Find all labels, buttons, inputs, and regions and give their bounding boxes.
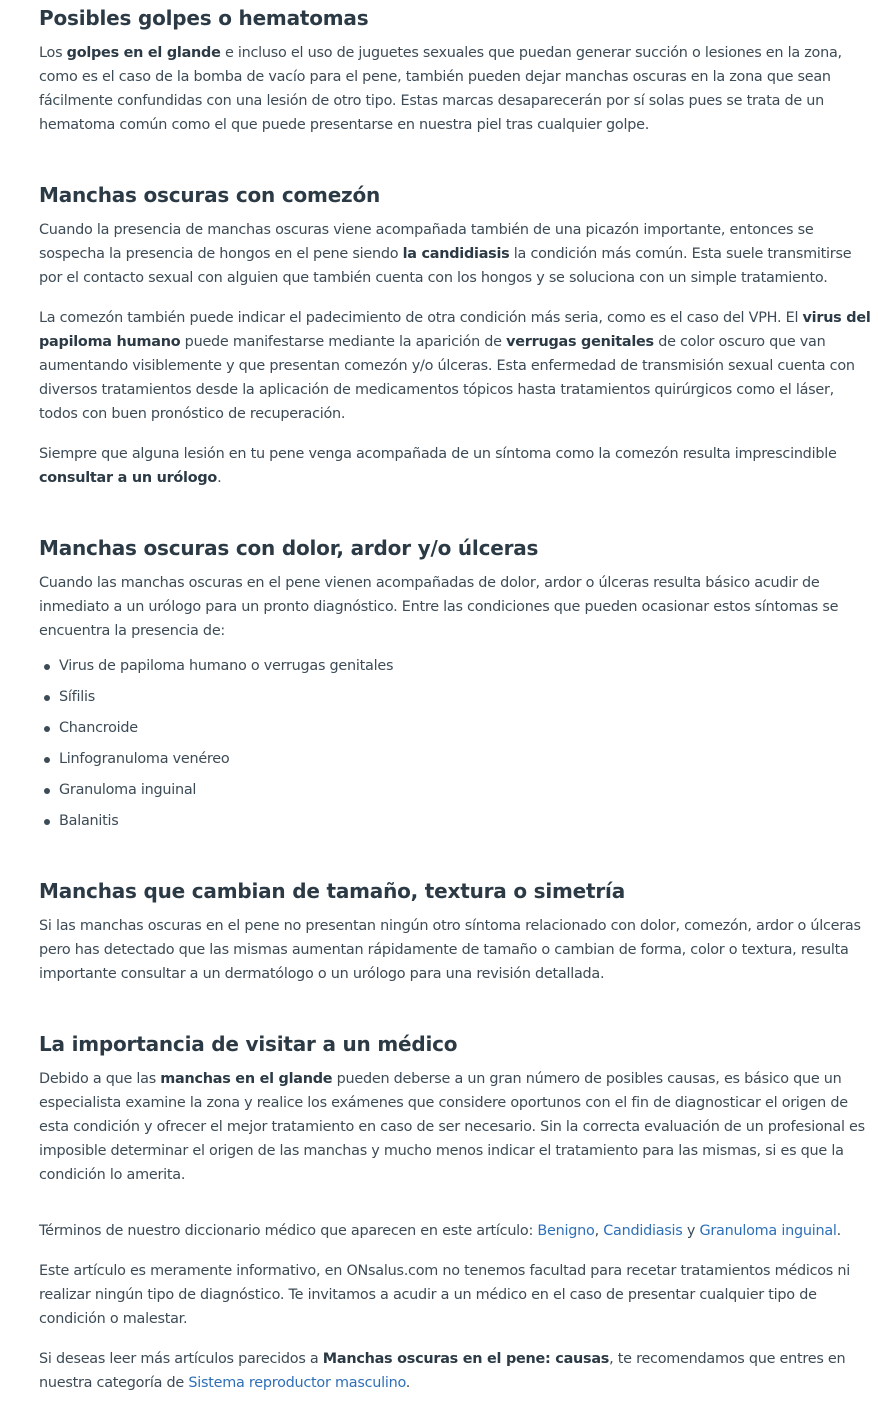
paragraph-comezon-1: Cuando la presencia de manchas oscuras viene acompañada también de una picazón importante, entonces se sospecha la presencia de hongos en el pene siendo la candidiasis la condición más común. Esta suele transmitirse por el contacto sexual con alguien que también cuenta con los hongos y se soluciona con un simple tratamiento. xyxy=(39,222,852,286)
paragraph-dolor: Cuando las manchas oscuras en el pene vienen acompañadas de dolor, ardor o úlceras resulta básico acudir de inmediato a un urólogo para un pronto diagnóstico. Entre las condiciones que pueden ocasionar estos síntomas se encuentra la presencia de: xyxy=(39,575,839,639)
section-title-comezon: Manchas oscuras con comezón xyxy=(39,183,381,207)
paragraph-cambian: Si las manchas oscuras en el pene no presentan ningún otro síntoma relacionado con dolor, comezón, ardor o úlceras pero has detectado que las mismas aumentan rápidamente de tamaño o cambian de forma, color o textura, resulta importante consultar a un dermatólogo o un urólogo para una revisión detallada. xyxy=(39,918,861,982)
category-link-sistema-reproductor[interactable]: Sistema reproductor masculino xyxy=(188,1375,406,1391)
bold-text: manchas en el glande xyxy=(160,1071,333,1087)
bold-text: la candidiasis xyxy=(402,246,510,262)
section-title-cambian: Manchas que cambian de tamaño, textura o simetría xyxy=(39,879,626,903)
term-link-benigno[interactable]: Benigno xyxy=(537,1223,595,1239)
list-item: Virus de papiloma humano o verrugas genitales xyxy=(39,651,874,682)
paragraph-comezon-3: Siempre que alguna lesión en tu pene venga acompañada de un síntoma como la comezón resulta imprescindible consultar a un urólogo. xyxy=(39,446,837,486)
conditions-list xyxy=(39,651,874,837)
term-link-candidiasis[interactable]: Candidiasis xyxy=(603,1223,683,1239)
article-body xyxy=(0,5,878,1395)
bold-text: consultar a un urólogo xyxy=(39,470,218,486)
section-title-medico: La importancia de visitar a un médico xyxy=(39,1032,458,1056)
disclaimer: Este artículo es meramente informativo, en ONsalus.com no tenemos facultad para recetar tratamientos médicos ni realizar ningún tipo de diagnóstico. Te invitamos a acudir a un médico en el caso de presentar cualquier tipo de condición o malestar. xyxy=(39,1263,850,1327)
related-articles: Si deseas leer más artículos parecidos a Manchas oscuras en el pene: causas, te recomendamos que entres en nuestra categoría de Sistema reproductor masculino. xyxy=(39,1351,846,1391)
paragraph-golpes: Los golpes en el glande e incluso el uso de juguetes sexuales que puedan generar succión o lesiones en la zona, como es el caso de la bomba de vacío para el pene, también pueden dejar manchas oscuras en la zona que sean fácilmente confundidas con una lesión de otro tipo. Estas marcas desaparecerán por sí solas pues se trata de un hematoma común como el que puede presentarse en nuestra piel tras cualquier golpe. xyxy=(39,45,842,133)
list-item: Linfogranuloma venéreo xyxy=(39,744,874,775)
bold-text: virus del papiloma humano xyxy=(39,310,871,350)
list-item: Chancroide xyxy=(39,713,874,744)
bold-text: verrugas genitales xyxy=(506,334,654,350)
paragraph-medico: Debido a que las manchas en el glande pueden deberse a un gran número de posibles causas, es básico que un especialista examine la zona y realice los exámenes que considere oportunos con el fin de diagnosticar el origen de esta condición y ofrecer el mejor tratamiento en caso de ser necesario. Sin la correcta evaluación de un profesional es imposible determinar el origen de las manchas y mucho menos indicar el tratamiento para las mismas, si es que la condición lo amerita. xyxy=(39,1071,865,1183)
bold-text: golpes en el glande xyxy=(66,45,221,61)
paragraph-comezon-2: La comezón también puede indicar el padecimiento de otra condición más seria, como es el caso del VPH. El virus del papiloma humano puede manifestarse mediante la aparición de verrugas genitales de color oscuro que van aumentando visiblemente y que presentan comezón y/o úlceras. Esta enfermedad de transmisión sexual cuenta con diversos tratamientos desde la aplicación de medicamentos tópicos hasta tratamientos quirúrgicos como el láser, todos con buen pronóstico de recuperación. xyxy=(39,310,871,422)
list-item: Granuloma inguinal xyxy=(39,775,874,806)
term-link-granuloma-inguinal[interactable]: Granuloma inguinal xyxy=(699,1223,837,1239)
section-title-dolor: Manchas oscuras con dolor, ardor y/o úlceras xyxy=(39,536,539,560)
dictionary-terms: Términos de nuestro diccionario médico que aparecen en este artículo: Benigno, Candidiasis y Granuloma inguinal. xyxy=(39,1223,841,1239)
bold-text: Manchas oscuras en el pene: causas xyxy=(322,1351,610,1367)
list-item: Sífilis xyxy=(39,682,874,713)
list-item: Balanitis xyxy=(39,806,874,837)
section-title-golpes: Posibles golpes o hematomas xyxy=(39,6,369,30)
